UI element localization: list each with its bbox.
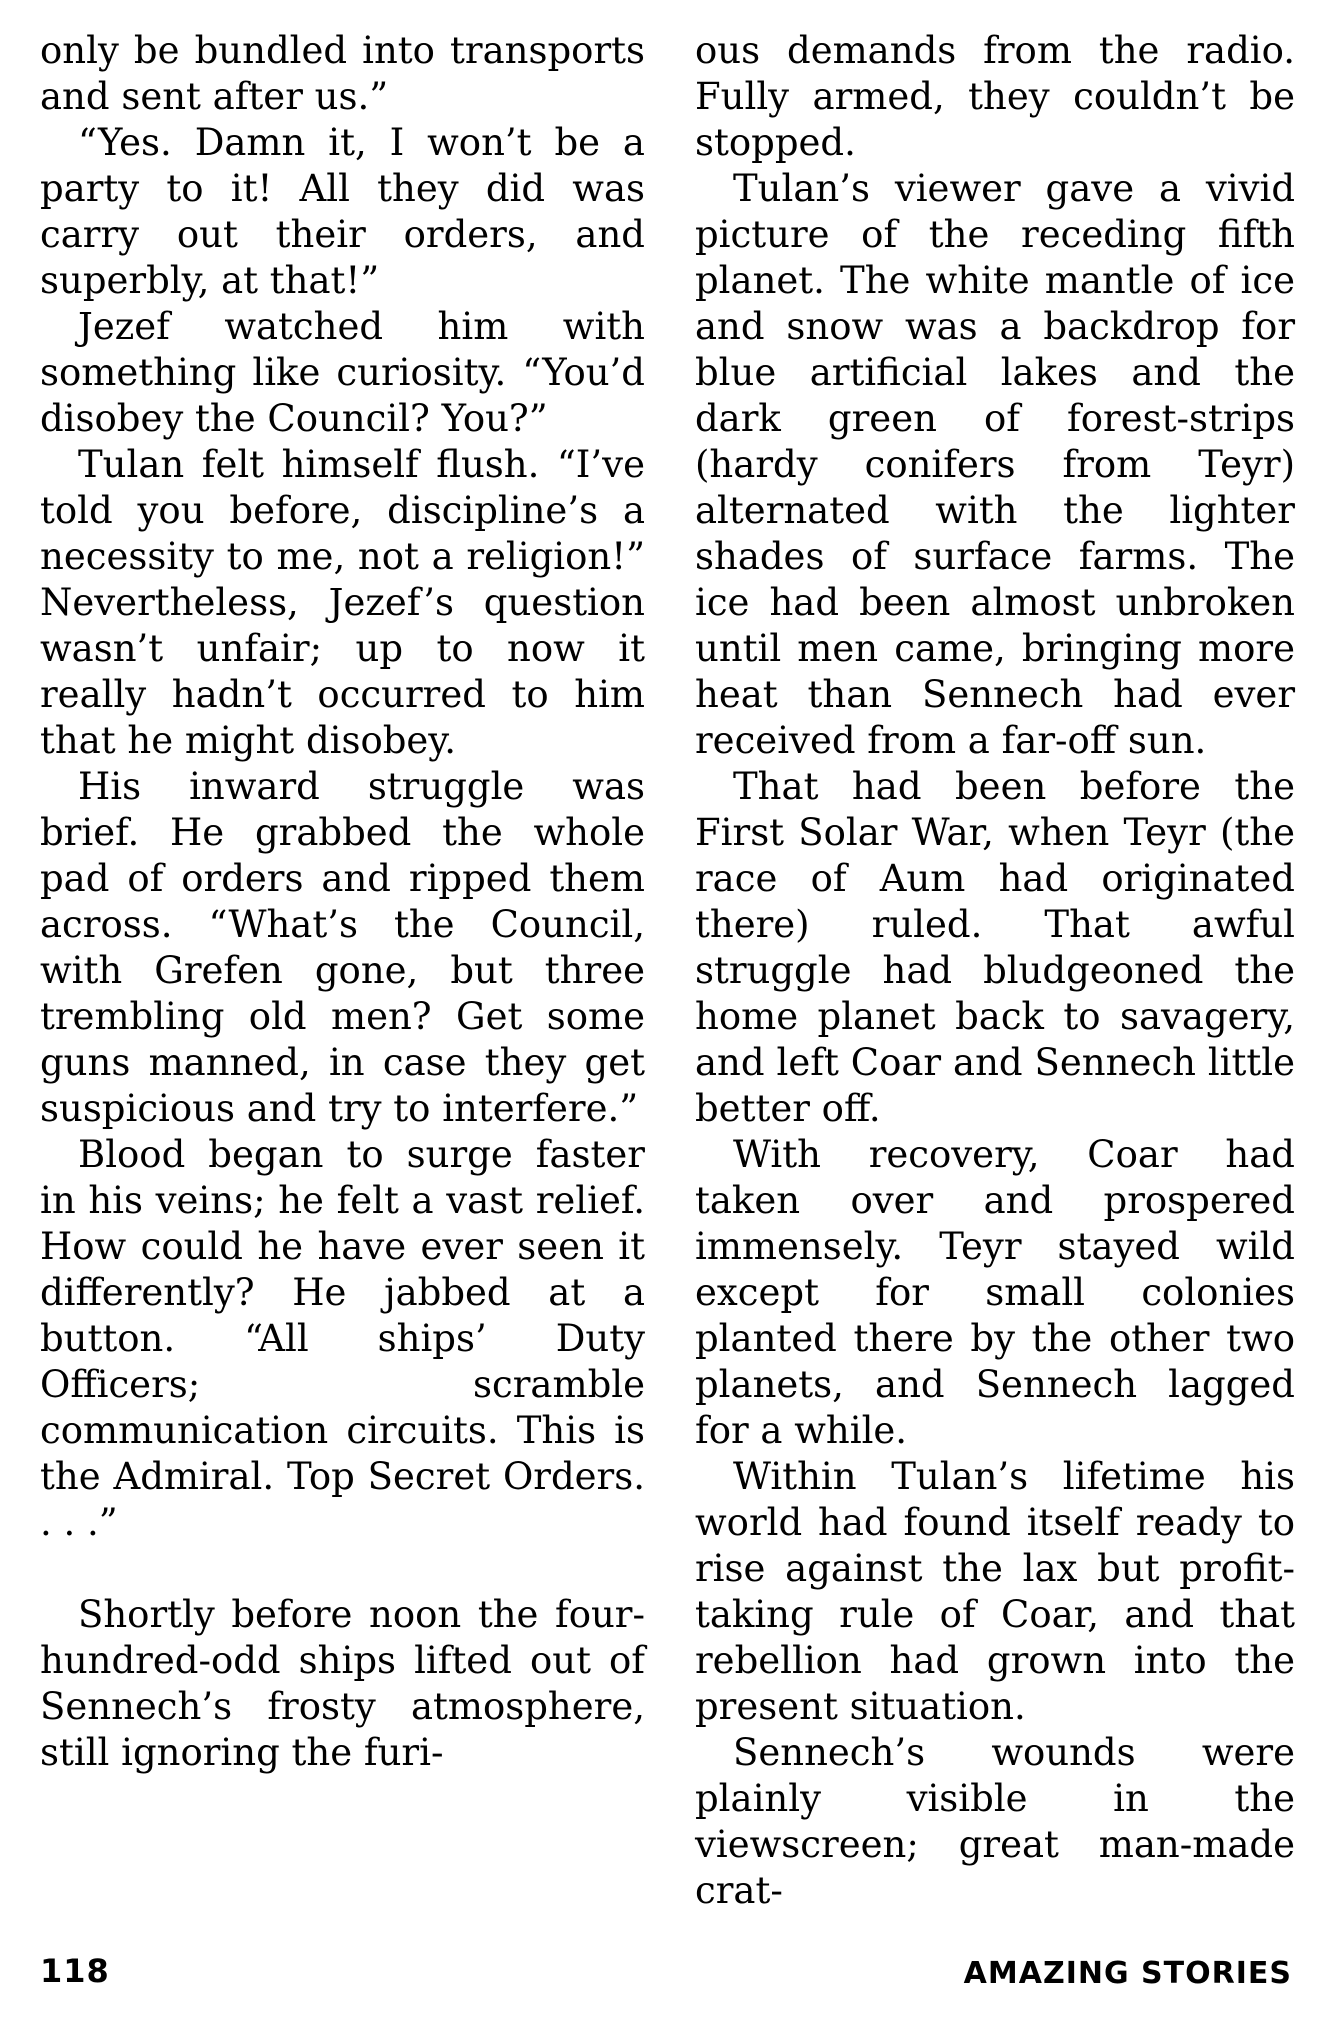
right-column — [695, 28, 1295, 1914]
paragraph: Blood began to surge faster in his veins; he felt a vast relief. How could he have ever seen it differently? He jabbed at a button. “All ships’ Duty Officers; scramble communication circuits. This is the Admiral. Top Secret Orders. . . .” — [40, 1133, 645, 1544]
paragraph: Jezef watched him with something like curiosity. “You’d disobey the Council? You?” — [40, 305, 645, 440]
paragraph: ous demands from the radio. Fully armed, they couldn’t be stopped. — [695, 29, 1295, 164]
paragraph: Shortly before noon the four-hundred-odd ships lifted out of Sennech’s frosty atmosphere, still ignoring the furi- — [40, 1593, 645, 1774]
paragraph: That had been before the First Solar War, when Teyr (the race of Aum had originated there) ruled. That awful struggle had bludgeoned the home planet back to savagery, and left Coar and Sennech little better off. — [695, 765, 1295, 1130]
paragraph: only be bundled into transports and sent after us.” — [40, 29, 645, 118]
paragraph: Tulan’s viewer gave a vivid picture of the receding fifth planet. The white mantle of ice and snow was a backdrop for blue artificial lakes and the dark green of forest-strips (hardy conifers from Teyr) alternated with the lighter shades of surface farms. The ice had been almost unbroken until men came, bringing more heat than Sennech had ever received from a far-off sun. — [695, 167, 1295, 762]
paragraph: Tulan felt himself flush. “I’ve told you before, discipline’s a necessity to me, not a religion!” Nevertheless, Jezef’s question wasn’t unfair; up to now it really hadn’t occurred to him that he might disobey. — [40, 443, 645, 762]
left-column — [40, 28, 645, 1776]
page-number: 118 — [40, 1952, 110, 1990]
paragraph: “Yes. Damn it, I won’t be a party to it! All they did was carry out their orders, and superbly, at that!” — [40, 121, 645, 302]
magazine-title: AMAZING STORIES — [963, 1956, 1292, 1991]
paragraph: His inward struggle was brief. He grabbed the whole pad of orders and ripped them across. “What’s the Council, with Grefen gone, but three trembling old men? Get some guns manned, in case they get suspicious and try to interfere.” — [40, 765, 645, 1130]
paragraph: Within Tulan’s lifetime his world had found itself ready to rise against the lax but profit-taking rule of Coar, and that rebellion had grown into the present situation. — [695, 1455, 1295, 1728]
paragraph: Sennech’s wounds were plainly visible in the viewscreen; great man-made crat- — [695, 1731, 1295, 1912]
paragraph: With recovery, Coar had taken over and prospered immensely. Teyr stayed wild except for small colonies planted there by the other two planets, and Sennech lagged for a while. — [695, 1133, 1295, 1452]
